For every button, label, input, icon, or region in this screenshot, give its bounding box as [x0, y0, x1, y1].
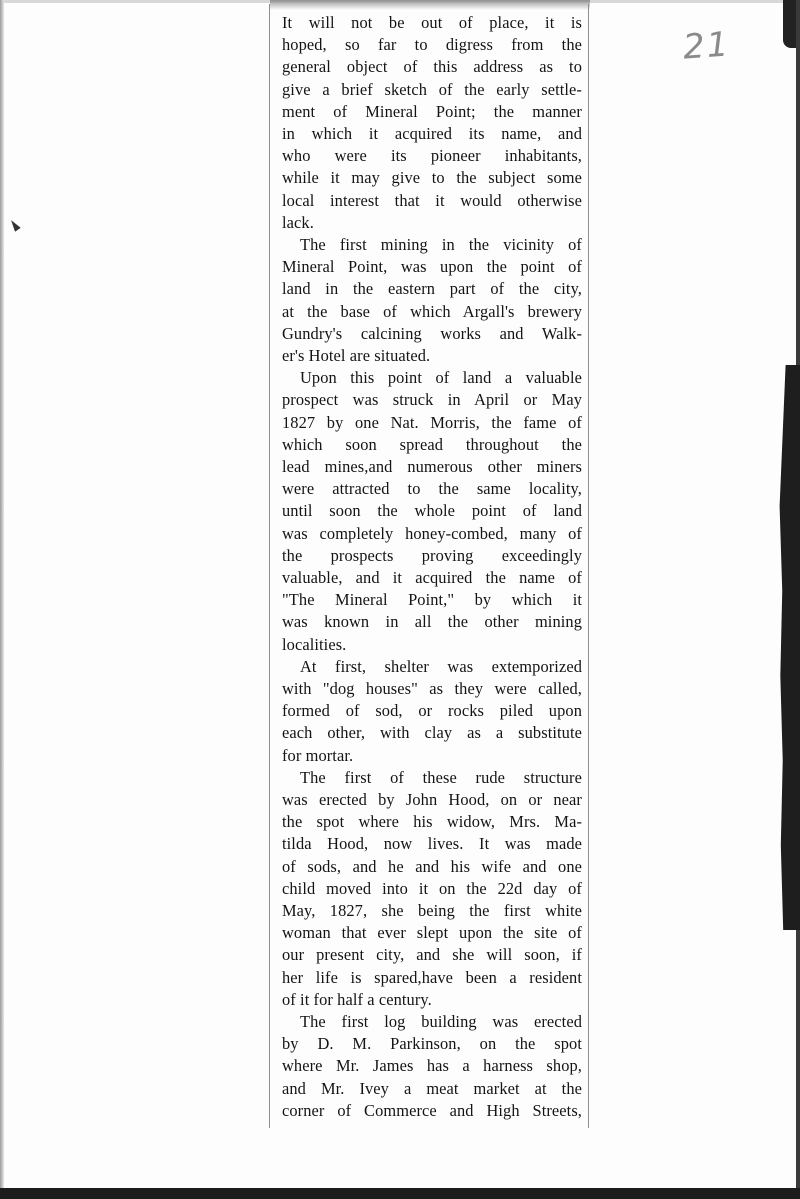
article-line: 1827 by one Nat. Morris, the fame of	[282, 412, 582, 432]
page-left-edge	[0, 0, 4, 1199]
article-line: It will not be out of place, it is	[282, 13, 582, 32]
article-line: general object of this address as to	[282, 57, 582, 77]
scan-dark-strip	[776, 365, 800, 930]
article-line: was erected by John Hood, on or near	[282, 790, 582, 809]
article-line: who were its pioneer inhabitants,	[282, 146, 582, 166]
article-line: the prospects proving exceedingly	[282, 545, 582, 565]
article-line: prospect was struck in April or May	[282, 390, 582, 410]
article-line: her life is spared,have been a resident	[282, 967, 582, 987]
margin-mark-icon	[8, 218, 21, 232]
article-line: "The Mineral Point," by which it	[282, 590, 582, 610]
article-line: for mortar.	[282, 745, 354, 765]
article-line: until soon the whole point of land	[282, 501, 582, 521]
article-line: was completely honey-combed, many of	[282, 523, 582, 543]
article-line: The first of these rude structure	[300, 767, 582, 787]
article-line: At first, shelter was extemporized	[300, 656, 582, 676]
article-line: in which it acquired its name, and	[282, 124, 582, 143]
article-line: Gundry's calcining works and Walk-	[282, 323, 582, 343]
article-line: and Mr. Ivey a meat market at the	[282, 1078, 582, 1098]
article-line: hoped, so far to digress from the	[282, 35, 582, 55]
article-line: lack.	[282, 212, 314, 232]
article-line: Upon this point of land a valuable	[300, 368, 582, 388]
article-line: woman that ever slept upon the site of	[282, 923, 582, 943]
article-line: er's Hotel are situated.	[282, 346, 431, 365]
article-line: by D. M. Parkinson, on the spot	[282, 1034, 582, 1054]
article-line: localities.	[282, 634, 347, 654]
newspaper-clipping-column	[269, 4, 589, 1128]
article-line: which soon spread throughout the	[282, 434, 582, 454]
article-line: land in the eastern part of the city,	[282, 279, 582, 299]
article-line: the spot where his widow, Mrs. Ma-	[282, 812, 582, 832]
article-line: The first log building was erected	[300, 1012, 582, 1031]
article-line: where Mr. James has a harness shop,	[282, 1056, 582, 1076]
scan-bottom-border	[0, 1188, 800, 1199]
article-line: were attracted to the same locality,	[282, 479, 582, 499]
article-line: valuable, and it acquired the name of	[282, 568, 582, 587]
article-line: child moved into it on the 22d day of	[282, 878, 582, 898]
article-line: of sods, and he and his wife and one	[282, 856, 582, 876]
article-line: at the base of which Argall's brewery	[282, 301, 582, 321]
article-line: while it may give to the subject some	[282, 168, 582, 188]
article-line: each other, with clay as a substitute	[282, 723, 582, 743]
article-line: May, 1827, she being the first white	[282, 901, 582, 920]
article-line: ment of Mineral Point; the manner	[282, 101, 582, 121]
article-line: of it for half a century.	[282, 989, 432, 1009]
article-line: was known in all the other mining	[282, 612, 582, 632]
article-line: give a brief sketch of the early settle-	[282, 79, 582, 99]
article-line: lead mines,and numerous other miners	[282, 457, 582, 476]
article-line: formed of sod, or rocks piled upon	[282, 701, 582, 721]
handwritten-page-number: 21	[681, 24, 732, 68]
article-line: with "dog houses" as they were called,	[282, 679, 582, 698]
article-line: Mineral Point, was upon the point of	[282, 257, 582, 277]
article-line: corner of Commerce and High Streets,	[282, 1100, 582, 1120]
article-line: tilda Hood, now lives. It was made	[282, 834, 582, 854]
article-line: our present city, and she will soon, if	[282, 945, 582, 965]
article-line: The first mining in the vicinity of	[300, 235, 582, 254]
article-line: local interest that it would otherwise	[282, 190, 582, 210]
